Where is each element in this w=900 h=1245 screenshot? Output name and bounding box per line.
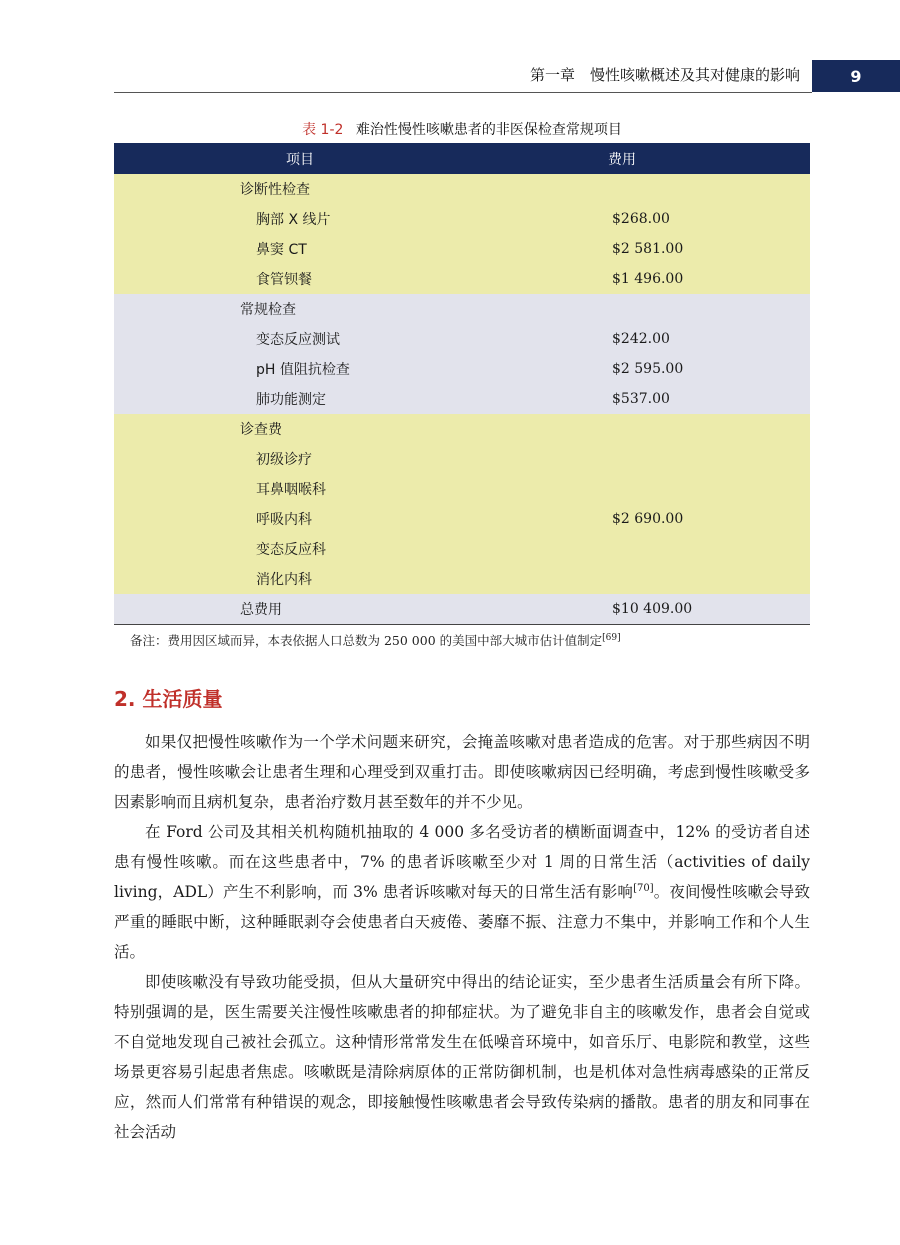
section-heading: 2. 生活质量: [114, 687, 223, 711]
table-row: [114, 234, 810, 264]
table-row: [114, 474, 810, 504]
table-header-row: [114, 143, 810, 174]
item-cost: $2 581.00: [486, 234, 810, 264]
total-cost: $10 409.00: [486, 594, 810, 624]
paragraph: 如果仅把慢性咳嗽作为一个学术问题来研究，会掩盖咳嗽对患者造成的危害。对于那些病因不明的患者，慢性咳嗽会让患者生理和心理受到双重打击。即使咳嗽病因已经明确，考虑到慢性咳嗽受多因素影响而且病机复杂，患者治疗数月甚至数年的并不少见。: [114, 733, 810, 811]
item-cost: $537.00: [486, 384, 810, 414]
table-row: [114, 264, 810, 294]
item-name: 变态反应科: [114, 534, 486, 564]
page-number: 9: [812, 60, 900, 92]
table-row: [114, 384, 810, 414]
citation-ref: [70]: [633, 882, 654, 894]
table-row: [114, 354, 810, 384]
table-row: [114, 204, 810, 234]
body-text: [114, 727, 810, 1147]
item-name: 食管钡餐: [114, 264, 486, 294]
table-note-text: 备注：费用因区域而异，本表依据人口总数为 250 000 的美国中部大城市估计值制定: [130, 633, 603, 648]
table-bottom-rule: [114, 624, 810, 625]
column-header-cost: 费用: [486, 143, 810, 174]
table-row: [114, 564, 810, 594]
item-name: 消化内科: [114, 564, 486, 594]
category-label: 诊断性检查: [114, 174, 486, 204]
column-header-item: 项目: [114, 143, 486, 174]
item-name: 变态反应测试: [114, 324, 486, 354]
chapter-title: 第一章 慢性咳嗽概述及其对健康的影响: [529, 66, 800, 84]
item-name: 耳鼻咽喉科: [114, 474, 486, 504]
paragraph: [114, 817, 810, 967]
item-name: pH 值阻抗检查: [114, 354, 486, 384]
item-name: 呼吸内科: [114, 504, 486, 534]
table-note: [130, 631, 810, 649]
table-row: [114, 414, 810, 444]
paragraph-part: 。夜间慢性咳嗽会导致严重的睡眠中断，这种睡眠剥夺会使患者白天疲倦、萎靡不振、注意力不集中，并影响工作和个人生活。: [114, 883, 810, 961]
total-label: 总费用: [114, 594, 486, 624]
paragraph: 即使咳嗽没有导致功能受损，但从大量研究中得出的结论证实，至少患者生活质量会有所下降。特别强调的是，医生需要关注慢性咳嗽患者的抑郁症状。为了避免非自主的咳嗽发作，患者会自觉或不自觉地发现自己被社会孤立。这种情形常常发生在低噪音环境中，如音乐厅、电影院和教堂，这些场景更容易引起患者焦虑。咳嗽既是清除病原体的正常防御机制，也是机体对急性病毒感染的正常反应，然而人们常常有种错误的观念，即接触慢性咳嗽患者会导致传染病的播散。患者的朋友和同事在社会活动: [114, 973, 810, 1141]
cost-table: [114, 143, 810, 624]
item-name: 初级诊疗: [114, 444, 486, 474]
paragraph-part: 在 Ford 公司及其相关机构随机抽取的 4 000 多名受访者的横断面调查中，12% 的受访者自述患有慢性咳嗽。而在这些患者中，7% 的患者诉咳嗽至少对 1 周的日常生活（activities of daily living，ADL）产生不利影响，而 3% 患者诉咳嗽对每天的日常生活有影响: [114, 823, 810, 901]
item-cost: $268.00: [486, 204, 810, 234]
item-cost: $242.00: [486, 324, 810, 354]
table-row-total: [114, 594, 810, 624]
table-row: [114, 294, 810, 324]
table-row: [114, 534, 810, 564]
table-row: [114, 444, 810, 474]
item-name: 肺功能测定: [114, 384, 486, 414]
header-rule: [114, 92, 812, 93]
item-cost: $2 690.00: [486, 504, 810, 534]
item-cost: $2 595.00: [486, 354, 810, 384]
table-caption-title: 难治性慢性咳嗽患者的非医保检查常规项目: [355, 122, 622, 138]
table-row: [114, 504, 810, 534]
category-label: 诊查费: [114, 414, 486, 444]
table-caption: [114, 119, 810, 139]
table-caption-number: 表 1-2: [302, 122, 344, 138]
category-label: 常规检查: [114, 294, 486, 324]
table-row: [114, 324, 810, 354]
table-row: [114, 174, 810, 204]
table-note-ref: [69]: [602, 632, 621, 643]
item-name: 鼻窦 CT: [114, 234, 486, 264]
item-name: 胸部 X 线片: [114, 204, 486, 234]
item-cost: $1 496.00: [486, 264, 810, 294]
